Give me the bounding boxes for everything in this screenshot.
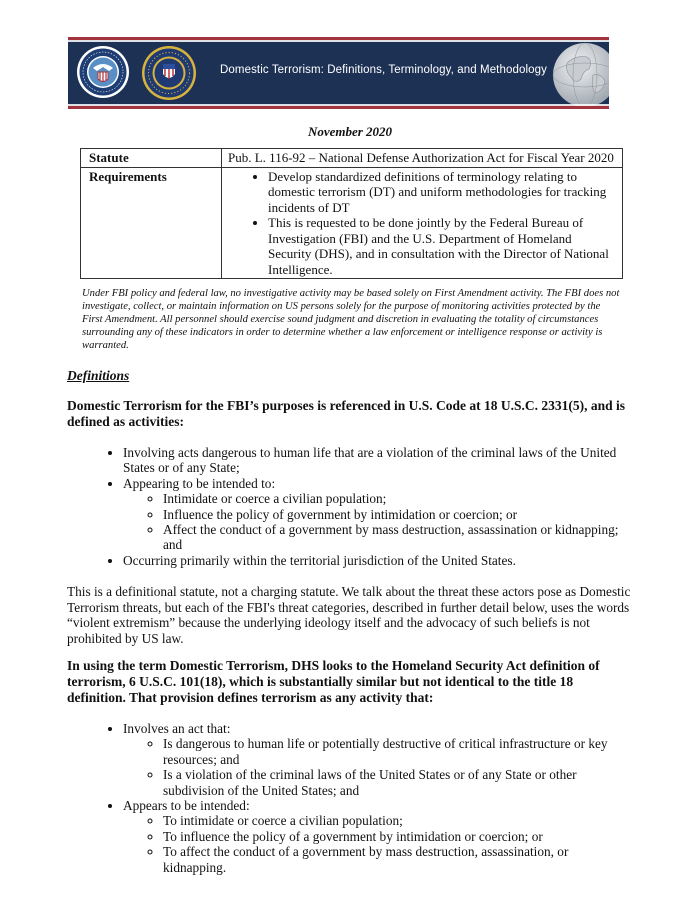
statute-label: Statute: [81, 149, 222, 168]
requirements-label: Requirements: [81, 167, 222, 279]
list-item: ◦ To affect the conduct of a government by mass destruction, assassination, or kidnapping.: [163, 844, 627, 875]
dhs-seal-icon: [76, 45, 130, 99]
globe-icon: [547, 41, 609, 109]
fbi-seal-icon: [141, 45, 197, 101]
requirements-cell: [222, 167, 623, 279]
banner-stripe: [68, 40, 609, 42]
fbi-definition-intro: Domestic Terrorism for the FBI’s purposes is referenced in U.S. Code at 18 U.S.C. 2331(5), and is defined as activities:: [67, 398, 625, 429]
list-item: • Occurring primarily within the territorial jurisdiction of the United States.: [123, 553, 627, 568]
list-item: ◦ Is dangerous to human life or potentially destructive of critical infrastructure or key resources; and: [163, 736, 627, 767]
table-row: [81, 167, 623, 279]
fbi-definition-list: [67, 445, 627, 568]
list-item: ◦ Intimidate or coerce a civilian population;: [163, 491, 627, 506]
table-row: [81, 149, 623, 168]
statute-value: Pub. L. 116-92 – National Defense Authorization Act for Fiscal Year 2020: [222, 149, 623, 168]
banner-stripe: [68, 106, 609, 109]
first-amendment-disclaimer: Under FBI policy and federal law, no investigative activity may be based solely on First Amendment activity. The FBI does not investigate, collect, or maintain information on US persons solely for the purpose of monitoring activities protected by the First Amendment. All personnel should exercise sound judgment and discretion in evaluating the totality of circumstances surrounding any of these indicators in order to determine whether a law enforcement or intelligence response or activity is warranted.: [82, 288, 620, 351]
statute-note: This is a definitional statute, not a charging statute. We talk about the threat these actors pose as Domestic Terrorism threats, but each of the FBI's threat categories, described in further detail below, uses the words “violent extremism” because the underlying ideology itself and the advocacy of such beliefs is not prohibited by US law.: [67, 584, 631, 646]
list-item: ◦ To intimidate or coerce a civilian population;: [163, 813, 627, 828]
statute-table: [80, 148, 623, 279]
list-item: ◦ Is a violation of the criminal laws of the United States or of any State or other subdivision of the United States; and: [163, 767, 627, 798]
document-date: November 2020: [307, 124, 393, 139]
dhs-definition-intro: In using the term Domestic Terrorism, DHS looks to the Homeland Security Act definition of terrorism, 6 U.S.C. 101(18), which is substantially similar but not identical to the title 18 definition. That provision defines terrorism as any activity that:: [67, 658, 600, 705]
list-item-label: Appearing to be intended to:: [123, 475, 276, 491]
list-item: [123, 476, 627, 553]
list-item-label: Appears to be intended:: [123, 798, 250, 814]
requirement-item: • Develop standardized definitions of terminology relating to domestic terrorism (DT) and uniform methodologies for tracking incidents of DT: [268, 169, 616, 216]
header-banner: [68, 37, 609, 109]
list-item: ◦ Influence the policy of government by intimidation or coercion; or: [163, 507, 627, 522]
list-item: ◦ To influence the policy of a government by intimidation or coercion; or: [163, 829, 627, 844]
list-item: • Involving acts dangerous to human life that are a violation of the criminal laws of the United States or of any State;: [123, 445, 627, 476]
definitions-heading: Definitions: [67, 368, 130, 383]
list-item: ◦ Affect the conduct of a government by mass destruction, assassination or kidnapping; and: [163, 522, 627, 553]
banner-title: Domestic Terrorism: Definitions, Terminology, and Methodology: [220, 64, 547, 76]
requirement-item: • This is requested to be done jointly by the Federal Bureau of Investigation (FBI) and the U.S. Department of Homeland Security (DHS), and in consultation with the Director of National Intelligence.: [268, 215, 616, 277]
list-item: [123, 721, 627, 798]
list-item: [123, 798, 627, 875]
list-item-label: Involves an act that:: [123, 721, 231, 736]
dhs-definition-list: [67, 721, 627, 875]
